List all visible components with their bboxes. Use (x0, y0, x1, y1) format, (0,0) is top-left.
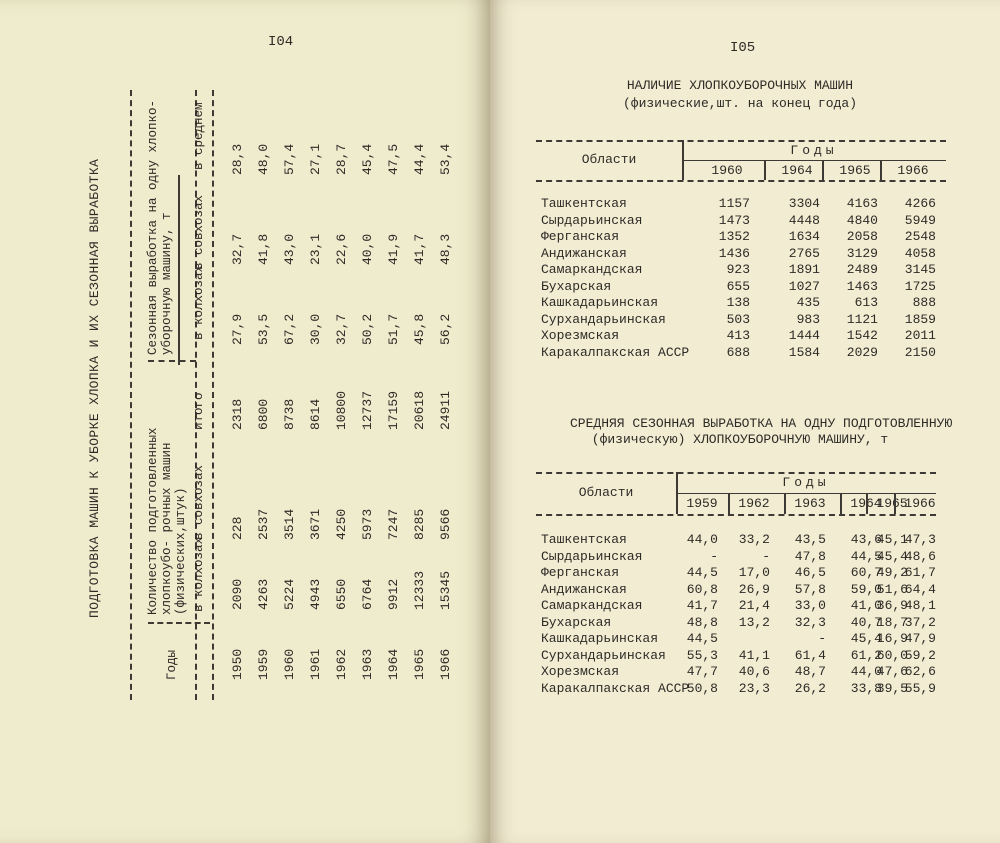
table-cell: 16,9 (876, 631, 908, 646)
left-cell-total: 8614 (308, 398, 323, 430)
table-cell: 21,4 (738, 598, 770, 613)
table-cell: 23,3 (738, 680, 770, 696)
left-cell-out_avg: 28,3 (230, 143, 245, 175)
left-cell-out_k: 32,7 (334, 313, 349, 345)
table-cell: 50,8 (686, 680, 718, 696)
table2-subtitle: (физическую) ХЛОПКОУБОРОЧНУЮ МАШИНУ, т (591, 432, 889, 447)
region-name: Кашкадарьинская (541, 295, 659, 310)
table-cell: 503 (726, 311, 750, 327)
left-cell-out_avg: 27,1 (308, 143, 323, 175)
region-name: Самаркандская (541, 598, 643, 613)
table-cell: 138 (726, 295, 750, 310)
left-cell-sovkhoz: 8285 (412, 508, 427, 540)
table-cell: 983 (796, 311, 820, 327)
left-cell-out_k: 67,2 (282, 313, 297, 345)
left-cell-kolkhoz: 15345 (438, 570, 453, 610)
region-name: Сурхандарьинская (541, 311, 666, 327)
left-cell-kolkhoz: 4943 (308, 578, 323, 610)
left-cell-kolkhoz: 6550 (334, 578, 349, 610)
table2-year-1959: 1959 (686, 496, 718, 511)
table-cell: 44,5 (686, 631, 718, 646)
table-cell: 46,5 (794, 565, 826, 580)
left-cell-year: 1959 (256, 648, 271, 680)
left-cell-out_s: 48,3 (438, 233, 453, 265)
left-cell-total: 6800 (256, 398, 271, 430)
region-name: Бухарская (541, 614, 612, 630)
table-cell: 2011 (904, 328, 936, 343)
table-cell: 51,6 (876, 581, 908, 597)
table-cell: 1891 (788, 262, 820, 277)
table-cell: 44,0 (686, 532, 718, 547)
left-cell-out_avg: 45,4 (360, 143, 375, 175)
table2-years-label: Годы (782, 475, 830, 490)
table-cell: 37,2 (904, 614, 936, 630)
left-cell-out_k: 45,8 (412, 313, 427, 345)
table-cell: 1634 (788, 229, 820, 244)
left-cell-out_avg: 57,4 (282, 143, 297, 175)
table-cell: 1157 (718, 196, 750, 211)
left-table-title: ПОДГОТОВКА МАШИН К УБОРКЕ ХЛОПКА И ИХ СЕЗОННАЯ ВЫРАБОТКА (87, 158, 102, 618)
table-cell: 888 (912, 295, 936, 310)
left-cell-kolkhoz: 2090 (230, 578, 245, 610)
table-cell: 33,0 (794, 598, 826, 613)
table-cell: 33,8 (850, 680, 882, 696)
table-cell: 40,7 (850, 614, 882, 630)
table-cell: 48,7 (794, 664, 826, 679)
left-table-rule-0 (130, 90, 132, 700)
left-cell-sovkhoz: 3514 (282, 508, 297, 540)
table2-year-1965: 1965 (876, 496, 908, 511)
table-cell: 55,3 (686, 647, 718, 663)
left-cell-year: 1963 (360, 648, 375, 680)
table-cell: 40,6 (738, 664, 770, 679)
left-cell-out_k: 51,7 (386, 313, 401, 345)
table-cell: 26,9 (738, 581, 770, 597)
table-cell: 44,0 (850, 664, 882, 679)
right-page (490, 0, 1000, 843)
header-seasonal-output: Сезонная выработка на одну хлопко- уборочную машину, т (146, 99, 174, 355)
table-cell: 5949 (904, 212, 936, 228)
region-name: Хорезмская (541, 664, 620, 679)
table-cell: 61,2 (850, 647, 882, 663)
table1-years-rule (682, 160, 946, 161)
left-cell-out_avg: 28,7 (334, 143, 349, 175)
table-cell: 1584 (788, 344, 820, 360)
table-cell: 3129 (846, 245, 878, 261)
table-cell: 41,7 (686, 598, 718, 613)
table1-top-rule (536, 140, 946, 142)
region-name: Бухарская (541, 278, 612, 294)
region-name: Самаркандская (541, 262, 643, 277)
left-cell-year: 1965 (412, 648, 427, 680)
region-name: Хорезмская (541, 328, 620, 343)
table2-top-rule (536, 472, 936, 474)
left-cell-kolkhoz: 6764 (360, 578, 375, 610)
header-kolkhoz-output: в колхозах (192, 264, 206, 340)
left-cell-out_s: 41,8 (256, 233, 271, 265)
left-cell-kolkhoz: 5224 (282, 578, 297, 610)
table-cell: 45,4 (876, 548, 908, 564)
table-cell: 57,8 (794, 581, 826, 597)
table-cell: 2765 (788, 245, 820, 261)
table1-year-1966: 1966 (897, 163, 929, 178)
table-cell: 43,5 (794, 532, 826, 547)
table-cell: 60,0 (876, 647, 908, 663)
table-cell: 655 (726, 278, 750, 294)
header-kolkhoz: в колхозах (192, 536, 206, 612)
table2-regions-label: Области (578, 485, 634, 500)
header-average-output: в среднем (192, 102, 206, 170)
table-cell: 41,0 (850, 598, 882, 613)
table-cell: 41,1 (738, 647, 770, 663)
table-cell: 1859 (904, 311, 936, 327)
table-cell: 4058 (904, 245, 936, 261)
region-name: Кашкадарьинская (541, 631, 659, 646)
table-cell: 1473 (718, 212, 750, 228)
table-cell: - (818, 631, 826, 646)
left-cell-out_s: 43,0 (282, 233, 297, 265)
table2-year-1966: 1966 (904, 496, 936, 511)
left-cell-total: 17159 (386, 390, 401, 430)
table-cell: 923 (726, 262, 750, 277)
table-cell: 4266 (904, 196, 936, 211)
table-cell: 3145 (904, 262, 936, 277)
left-cell-sovkhoz: 3671 (308, 508, 323, 540)
table1-title: НАЛИЧИЕ ХЛОПКОУБОРОЧНЫХ МАШИН (626, 78, 854, 93)
table-cell: 2058 (846, 229, 878, 244)
left-cell-total: 10800 (334, 390, 349, 430)
left-cell-year: 1961 (308, 648, 323, 680)
left-cell-kolkhoz: 4263 (256, 578, 271, 610)
table1-regions-label: Области (581, 152, 637, 167)
left-subhead-rule-1 (178, 175, 180, 365)
table1-header-rule (536, 180, 946, 182)
region-name: Сурхандарьинская (541, 647, 666, 663)
left-cell-sovkhoz: 9566 (438, 508, 453, 540)
table-cell: 47,9 (904, 631, 936, 646)
header-total: итого (192, 392, 206, 430)
table-cell: 47,6 (876, 664, 908, 679)
table-cell: 4840 (846, 212, 878, 228)
region-name: Сырдарьинская (541, 212, 643, 228)
region-name: Ташкентская (541, 196, 627, 211)
table2-year-1964: 1964 (850, 496, 882, 511)
left-header-rule-1 (148, 622, 210, 624)
page-number-left: I04 (268, 34, 294, 50)
table-cell: 2489 (846, 262, 878, 277)
left-cell-total: 20618 (412, 390, 427, 430)
table-cell: 48,8 (686, 614, 718, 630)
table-cell: 1121 (846, 311, 878, 327)
header-years: Годы (165, 649, 179, 680)
left-cell-out_s: 32,7 (230, 233, 245, 265)
table-cell: 64,4 (904, 581, 936, 597)
table-cell: 3304 (788, 196, 820, 211)
table2-header-rule (536, 514, 936, 516)
left-cell-year: 1964 (386, 648, 401, 680)
left-cell-sovkhoz: 4250 (334, 508, 349, 540)
left-table-rule-2 (212, 90, 214, 700)
region-name: Андижанская (541, 245, 627, 261)
table2-years-rule (676, 493, 936, 494)
table-cell: 1352 (718, 229, 750, 244)
left-cell-out_k: 53,5 (256, 313, 271, 345)
table-cell: 1444 (788, 328, 820, 343)
table-cell: 45,1 (876, 532, 908, 547)
table-cell: 435 (796, 295, 820, 310)
table-cell: 61,7 (904, 565, 936, 580)
left-cell-out_s: 22,6 (334, 233, 349, 265)
left-cell-out_s: 23,1 (308, 233, 323, 265)
page-number-right: I05 (730, 40, 756, 56)
table-cell: 49,2 (876, 565, 908, 580)
left-cell-kolkhoz: 12333 (412, 570, 427, 610)
left-header-rule-2 (148, 360, 196, 362)
header-sovkhoz-output: в совхозах (192, 194, 206, 270)
table-cell: - (762, 548, 770, 564)
left-cell-out_k: 56,2 (438, 313, 453, 345)
left-cell-total: 2318 (230, 398, 245, 430)
table-cell: 613 (854, 295, 878, 310)
left-cell-out_k: 30,0 (308, 313, 323, 345)
table-cell: 44,5 (850, 548, 882, 564)
left-cell-sovkhoz: 5973 (360, 508, 375, 540)
left-cell-out_s: 41,9 (386, 233, 401, 265)
table-cell: 48,6 (904, 548, 936, 564)
table-cell: 4163 (846, 196, 878, 211)
left-cell-sovkhoz: 2537 (256, 508, 271, 540)
left-cell-sovkhoz: 7247 (386, 508, 401, 540)
table-cell: 47,7 (686, 664, 718, 679)
left-cell-sovkhoz: 228 (230, 516, 245, 540)
left-cell-out_avg: 44,4 (412, 143, 427, 175)
table-cell: - (710, 548, 718, 564)
left-cell-year: 1962 (334, 648, 349, 680)
table-cell: 2029 (846, 344, 878, 360)
left-cell-out_avg: 53,4 (438, 143, 453, 175)
left-cell-total: 8738 (282, 398, 297, 430)
table-cell: 60,7 (850, 565, 882, 580)
table-cell: 47,8 (794, 548, 826, 564)
table-cell: 1542 (846, 328, 878, 343)
table-cell: 1725 (904, 278, 936, 294)
table2-year-1963: 1963 (794, 496, 826, 511)
left-cell-year: 1960 (282, 648, 297, 680)
left-cell-out_k: 50,2 (360, 313, 375, 345)
table-cell: 48,1 (904, 598, 936, 613)
table-cell: 32,3 (794, 614, 826, 630)
table1-years-label: Годы (790, 143, 838, 158)
left-cell-out_k: 27,9 (230, 313, 245, 345)
table-cell: 39,5 (876, 680, 908, 696)
table2-year-1962: 1962 (738, 496, 770, 511)
table1-year-1965: 1965 (839, 163, 871, 178)
region-name: Ферганская (541, 229, 620, 244)
table-cell: 17,0 (738, 565, 770, 580)
table-cell: 18,7 (876, 614, 908, 630)
table-cell: 2150 (904, 344, 936, 360)
table1-year-1964: 1964 (781, 163, 813, 178)
table-cell: 1463 (846, 278, 878, 294)
table-cell: 1436 (718, 245, 750, 261)
table-cell: 1027 (788, 278, 820, 294)
region-name: Ферганская (541, 565, 620, 580)
table-cell: 33,2 (738, 532, 770, 547)
region-name: Сырдарьинская (541, 548, 643, 564)
table-cell: 688 (726, 344, 750, 360)
left-cell-year: 1950 (230, 648, 245, 680)
table-cell: 2548 (904, 229, 936, 244)
table-cell: 26,2 (794, 680, 826, 696)
table-cell: 60,8 (686, 581, 718, 597)
left-cell-out_avg: 48,0 (256, 143, 271, 175)
table-cell: 45,4 (850, 631, 882, 646)
table-cell: 4448 (788, 212, 820, 228)
table-cell: 59,0 (850, 581, 882, 597)
table1-subtitle: (физические,шт. на конец года) (622, 96, 858, 111)
region-name: Ташкентская (541, 532, 627, 547)
table-cell: 36,9 (876, 598, 908, 613)
left-cell-out_s: 41,7 (412, 233, 427, 265)
table-cell: 59,2 (904, 647, 936, 663)
table-cell: 44,5 (686, 565, 718, 580)
table-cell: 62,6 (904, 664, 936, 679)
header-sovkhoz: в совхозах (192, 464, 206, 540)
table-cell: 61,4 (794, 647, 826, 663)
region-name: Каракалпакская АССР (541, 680, 690, 696)
table-cell: 13,2 (738, 614, 770, 630)
left-cell-total: 12737 (360, 390, 375, 430)
left-cell-kolkhoz: 9912 (386, 578, 401, 610)
region-name: Андижанская (541, 581, 627, 597)
left-cell-out_s: 40,0 (360, 233, 375, 265)
left-page (0, 0, 490, 843)
left-cell-year: 1966 (438, 648, 453, 680)
table2-title: СРЕДНЯЯ СЕЗОННАЯ ВЫРАБОТКА НА ОДНУ ПОДГОТОВЛЕННУЮ (570, 416, 953, 431)
table-cell: 413 (726, 328, 750, 343)
left-cell-out_avg: 47,5 (386, 143, 401, 175)
header-machines-count: Количество подготовленных хлопкоубо- рочных машин (физических,штук) (146, 427, 188, 615)
table-cell: 55,9 (904, 680, 936, 696)
table1-year-1960: 1960 (711, 163, 743, 178)
region-name: Каракалпакская АССР (541, 344, 690, 360)
left-cell-total: 24911 (438, 390, 453, 430)
table-cell: 47,3 (904, 532, 936, 547)
table-cell: 43,6 (850, 532, 882, 547)
